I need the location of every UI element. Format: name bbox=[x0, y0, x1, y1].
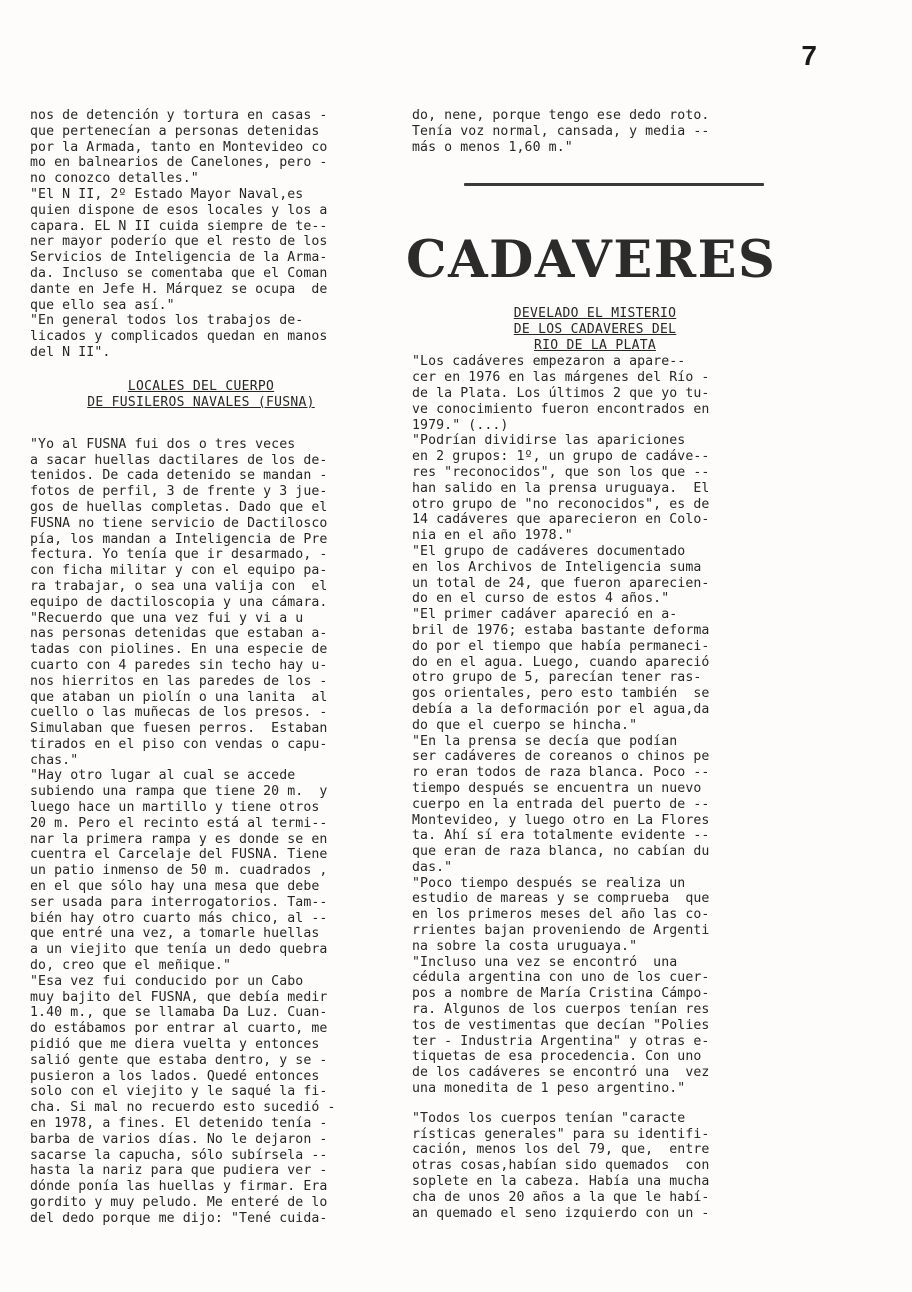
paragraph: "El grupo de cadáveres documentado en los Archivos de Inteligencia suma un total de 24, que fueron aparecien- do en el curso de estos 4 años." bbox=[412, 543, 710, 607]
paragraph: "El primer cadáver apareció en a- bril de 1976; estaba bastante deforma do por el tiempo que había permaneci- do en el agua. Luego, cuando apareció otro grupo de 5, parecían tener ras- gos orientales, pero esto también se debía a la deformación por el agua,da do que el cuerpo se hincha." bbox=[412, 607, 710, 733]
paragraph: "En la prensa se decía que podían ser cadáveres de coreanos o chinos pe ro eran todos de raza blanca. Poco -- tiempo después se encuentra un nuevo cuerpo en la entrada del puerto de -- Montevideo, y luego otro en La Flores ta. Ahí sí era totalmente evidente -- que eran de raza blanca, no cabían du das." bbox=[412, 733, 710, 875]
paragraph: "Hay otro lugar al cual se accede subiendo una rampa que tiene 20 m. y luego hace un martillo y tiene otros 20 m. Pero el recinto está al termi-- nar la primera rampa y es donde se en cuentra el Carcelaje del FUSNA. Tiene un patio inmenso de 50 m. cuadrados , en el que sólo hay una mesa que debe ser usada para interrogatorios. Tam-- bién hay otro cuarto más chico, al -- que entré una vez, a tomarle huellas a un viejito que tenía un dedo quebra do, creo que el meñique." bbox=[30, 768, 328, 974]
paragraph: "El N II, 2º Estado Mayor Naval,es quien dispone de esos locales y los a capara. EL N II cuida siempre de te-- ner mayor poderío que el resto de los Servicios de Inteligencia de la Arma- da. Incluso se comentaba que el Coman dante en Jefe H. Márquez se ocupa de que ello sea así." bbox=[30, 186, 328, 313]
paragraph: "Incluso una vez se encontró una cédula argentina con uno de los cuer- pos a nombre de María Cristina Cámpo- ra. Algunos de los cuerpos tenían res tos de vestimentas que decían "Polies ter - Industria Argentina" y otras e- tiquetas de esa procedencia. Con uno de los cadáveres se encontró una vez una monedita de 1 peso argentino." bbox=[412, 954, 710, 1097]
right-column bbox=[406, 108, 778, 1221]
paragraph: "Podrían dividirse las apariciones en 2 grupos: 1º, un grupo de cadáve-- res "reconocidos", que son los que -- han salido en la prensa uruguaya. El otro grupo de "no reconocidos", es de 14 cadáveres que aparecieron en Colo- nia en el año 1978." bbox=[412, 433, 710, 544]
paragraph: "Todos los cuerpos tenían "caracte rísticas generales" para su identifi- cación, menos los del 79, que, entre otras cosas,habían sido quemados con soplete en la cabeza. Había una mucha cha de unos 20 años a la que le habí- an quemado el seno izquierdo con un - bbox=[412, 1110, 710, 1221]
article-headline: CADAVERES bbox=[406, 230, 777, 291]
paragraph: "Poco tiempo después se realiza un estudio de mareas y se comprueba que en los primeros meses del año las co- rrientes bajan proveniendo de Argenti na sobre la costa uruguaya." bbox=[412, 875, 710, 954]
paragraph: "En general todos los trabajos de- licados y complicados quedan en manos del N II". bbox=[30, 313, 328, 360]
article-subheading: DEVELADO EL MISTERIO DE LOS CADAVERES DEL RIO DE LA PLATA bbox=[513, 306, 677, 354]
paragraph: "Los cadáveres empezaron a apare-- cer en 1976 en las márgenes del Río - de la Plata. Los últimos 2 que yo tu- ve conocimiento fueron encontrados en 1979." (...) bbox=[412, 354, 710, 433]
paragraph: do, nene, porque tengo ese dedo roto. Tenía voz normal, cansada, y media -- más o menos 1,60 m." bbox=[412, 108, 710, 155]
left-column bbox=[30, 108, 390, 1227]
page-number: 7 bbox=[801, 40, 817, 71]
paragraph: "Yo al FUSNA fui dos o tres veces a sacar huellas dactilares de los de- tenidos. De cada detenido se mandan - fotos de perfil, 3 de frente y 3 jue- gos de huellas completas. Dado que el FUSNA no tiene servicio de Dactilosco pía, los mandan a Inteligencia de Pre fectura. Yo tenía que ir desarmado, - con ficha militar y con el equipo pa- ra trabajar, o sea una valija con el equipo de dactiloscopia y una cámara. bbox=[30, 436, 328, 610]
paragraph: "Recuerdo que una vez fui y vi a u nas personas detenidas que estaban a- tadas con piolines. En una especie de cuarto con 4 paredes sin techo hay u- nos hierritos en las paredes de los - que ataban un piolín o una lanita al cuello o las muñecas de los presos. - Simulaban que fuesen perros. Estaban tirados en el piso con vendas o capu- chas." bbox=[30, 610, 328, 768]
paragraph: "Esa vez fui conducido por un Cabo muy bajito del FUSNA, que debía medir 1.40 m., que se llamaba Da Luz. Cuan- do estábamos por entrar al cuarto, me pidió que me diera vuelta y entonces salió gente que estaba dentro, y se - pusieron a los lados. Quedé entonces solo con el viejito y le saqué la fi- cha. Si mal no recuerdo esto sucedió - en 1978, a fines. El detenido tenía - barba de varios días. No le dejaron - sacarse la capucha, sólo subírsela -- hasta la nariz para que pudiera ver - dónde ponía las huellas y firmar. Era gordito y muy peludo. Me enteré de lo del dedo porque me dijo: "Tené cuida- bbox=[30, 973, 336, 1226]
divider bbox=[464, 183, 764, 186]
section-heading: LOCALES DEL CUERPO DE FUSILEROS NAVALES (FUSNA) bbox=[87, 378, 315, 410]
paragraph: nos de detención y tortura en casas - que pertenecían a personas detenidas por la Armada, tanto en Montevideo co mo en balnearios de Canelones, pero - no conozco detalles." bbox=[30, 108, 328, 187]
